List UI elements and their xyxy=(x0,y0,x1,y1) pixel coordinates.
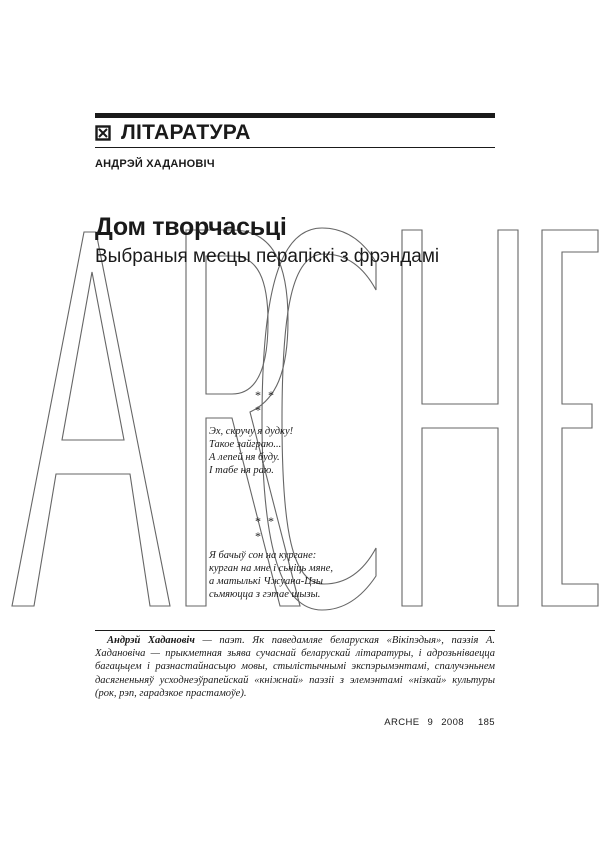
article-subtitle: Выбраныя месцы перапіскі з фрэндамі xyxy=(95,246,440,267)
poem-line: а матылькі Чжуана-Цзы xyxy=(209,576,323,587)
bio-author-name: Андрэй Хадановіч xyxy=(107,635,195,646)
poem-line: А лепей ня буду. xyxy=(209,452,280,463)
square-bullet-icon xyxy=(95,125,111,141)
footer-year: 2008 xyxy=(441,717,464,728)
footer-journal: ARCHE xyxy=(384,717,420,728)
article-title: Дом творчасьці xyxy=(95,213,287,241)
poem-separator: * * * xyxy=(255,388,276,417)
poem-line: курган на мне і сьніць мяне, xyxy=(209,563,333,574)
watermark-letter-h xyxy=(402,230,518,606)
author-name: АНДРЭЙ ХАДАНОВІЧ xyxy=(95,158,215,170)
page-footer xyxy=(376,717,495,728)
section-title: ЛІТАРАТУРА xyxy=(121,121,251,144)
poem-line: Эх, скручу я дудку! xyxy=(209,426,294,437)
author-bio xyxy=(95,634,495,700)
poem xyxy=(209,549,333,601)
section-header xyxy=(95,120,495,146)
watermark-letter-e xyxy=(542,230,598,606)
watermark-letter-a xyxy=(12,232,170,606)
poem-line: сьмяюцца з гэтае шызы. xyxy=(209,589,321,600)
bio-text: — паэт. Як паведамляе беларуская «Вікіпэдыя», паэзія А. Хадановіча — прыкметная зьява сучаснай беларускай літаратуры, і адрозьніваецца багацьцем і разнастайнасьцю мовы, стылістычнымі экспэрымэнтамі, спалучэньнем дасягненьняў усходнеэўрапейскай «кніжнай» паэзіі з элемэнтамі «нізкай» культуры (рок, рэп, гарадзкое прастамоўе). xyxy=(95,635,496,699)
bio-divider xyxy=(95,630,495,631)
poem-line: Я бачыў сон на кургане: xyxy=(209,550,317,561)
header-divider xyxy=(95,147,495,148)
poem-line: І табе ня раю. xyxy=(209,465,274,476)
page-number: 185 xyxy=(477,717,495,728)
poem-separator: * * * xyxy=(255,514,276,543)
top-rule xyxy=(95,113,495,118)
footer-issue: 9 xyxy=(427,717,434,728)
poem xyxy=(209,425,293,477)
poem-line: Такое зайграю... xyxy=(209,439,282,450)
